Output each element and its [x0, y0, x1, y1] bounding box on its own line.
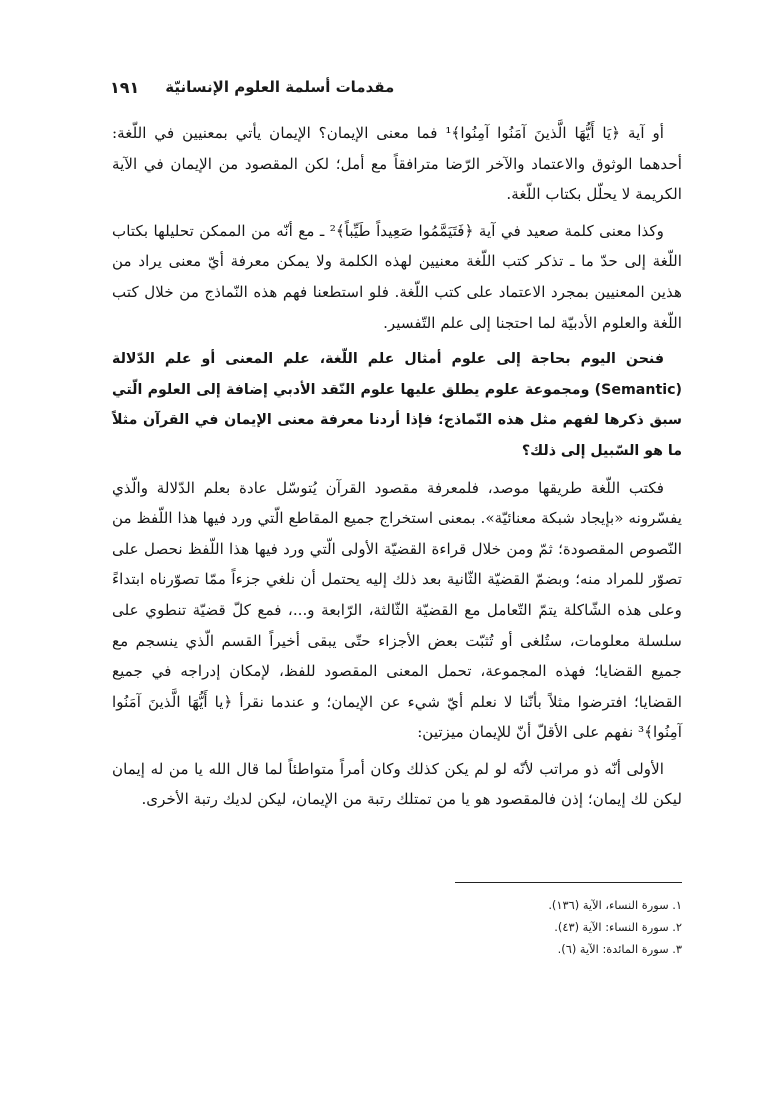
footnotes	[420, 894, 682, 960]
footnote-3: ٣. سورة المائدة: الآية (٦).	[557, 942, 682, 956]
paragraph-1: أو آية ﴿يَا أَيُّهَا الَّذينَ آمَنُوا آمِنُوا﴾¹ فما معنى الإيمان؟ الإيمان يأتي بمعنيين في اللّغة: أحدهما الوثوق والاعتماد والآخر الرّضا مترافقاً مع أمل؛ لكن المقصود من الإيمان في الآية الكريمة لا يحلّل بكتاب اللّغة.	[112, 124, 682, 204]
body-text	[112, 118, 682, 821]
running-title: مقدمات أسلمة العلوم الإنسانيّة	[165, 78, 395, 96]
paragraph-2: وكذا معنى كلمة صعيد في آية ﴿فَتَيَمَّمُوا صَعِيداً طَيِّباً﴾² ـ مع أنّه من الممكن تحليلها بكتاب اللّغة إلى حدّ ما ـ تذكر كتب اللّغة معنيين لهذه الكلمة ولا يمكن معرفة أيّ معنى يراد من هذين المعنيين بمجرد الاعتماد على كتب اللّغة. فلو استطعنا فهم هذه النّماذج من خلال كتب اللّغة والعلوم الأدبيّة لما احتجنا إلى علم التّفسير.	[112, 221, 682, 332]
footnote-2: ٢. سورة النساء: الآية (٤٣).	[554, 920, 682, 934]
page-number: ١٩١	[110, 77, 140, 97]
paragraph-5: الأولى أنّه ذو مراتب لأنّه لو لم يكن كذلك وكان أمراً متواطئاً لما قال الله يا من له إيمان ليكن لك إيمان؛ إذن فالمقصود هو يا من تمتلك رتبة من الإيمان، ليكن لديك رتبة الأخرى.	[112, 759, 682, 809]
paragraph-3: فنحن اليوم بحاجة إلى علوم أمثال علم اللّغة، علم المعنى أو علم الدّلالة (Semantic) ومجموعة علوم يطلق عليها علوم النّقد الأدبي إضافة إلى العلوم الّتي سبق ذكرها لفهم مثل هذه النّماذج؛ فإذا أردنا معرفة معنى الإيمان في القرآن مثلاً ما هو السّبيل إلى ذلك؟	[112, 351, 682, 459]
footnote-1: ١. سورة النساء، الآية (١٣٦).	[548, 898, 682, 912]
running-header	[110, 74, 680, 100]
footnote-divider	[455, 882, 682, 883]
paragraph-4: فكتب اللّغة طريقها موصد، فلمعرفة مقصود القرآن يُتوسّل عادة بعلم الدّلالة والّذي يفسّرونه «بإيجاد شبكة معنائيّة». بمعنى استخراج جميع المقاطع الّتي ورد فيها هذا اللّفظ من النّصوص المقصودة؛ ثمّ ومن خلال قراءة القضيّة الأولى الّتي ورد فيها هذا اللّفظ نحصل على تصوّر للمراد منه؛ وبضمّ القضيّة الثّانية بعد ذلك إليه يحتمل أن نلغي جزءاً ممّا تصوّرناه ابتداءً وعلى هذه الشّاكلة يتمّ التّعامل مع القضيّة الثّالثة، الرّابعة و...، فمع كلّ قضيّة تنطوي على سلسلة معلومات، ستُلغى أو تُثبّت بعض الأجزاء حتّى يبقى أخيراً القسم الّذي ينسجم مع جميع القضايا؛ فهذه المجموعة، تحمل المعنى المقصود للفظ، لإمكان إدراجه في جميع القضايا؛ افترضوا مثلاً بأنّنا لا نعلم أيّ شيء عن الإيمان؛ و عندما نقرأ ﴿يا أَيُّهَا الَّذينَ آمَنُوا آمِنُوا﴾³ نفهم على الأقلّ أنّ للإيمان ميزتين:	[112, 478, 682, 742]
